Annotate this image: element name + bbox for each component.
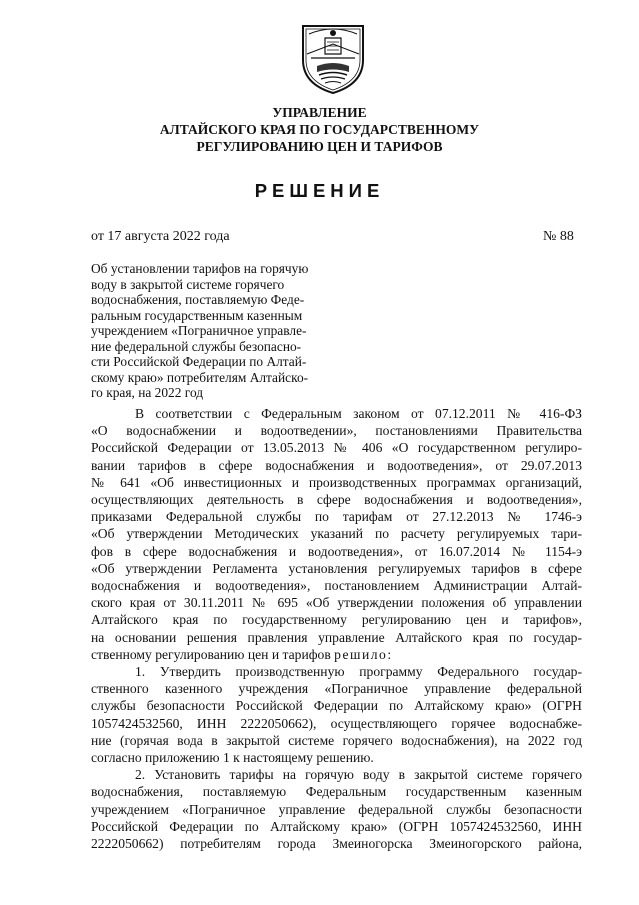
body-line: на основании решения правления управление Алтайского края по государ-	[91, 629, 582, 645]
subject-line: ние федеральной службы безопасно-	[91, 338, 302, 354]
subject-line: ральным государственным казенным	[91, 307, 303, 323]
body-line: 1. Утвердить производственную программу Федерального государ-	[135, 664, 582, 680]
agency-name	[0, 104, 639, 155]
body-line: № 641 «Об инвестиционных и производственных программах организаций,	[91, 474, 582, 490]
body-line-text: ственному регулированию цен и тарифов	[91, 646, 331, 662]
body-line: учреждением «Пограничное управление федеральной службы безопасности	[91, 801, 582, 817]
subject-line: водоснабжения, поставляемую Феде-	[91, 292, 305, 307]
document-date: от 17 августа 2022 года	[91, 229, 230, 244]
subject-block	[91, 261, 356, 401]
body-line: Алтайского края по государственному регулированию цен и тарифов»,	[91, 612, 582, 628]
body-line: «Об утверждении Методических указаний по расчету регулируемых тари-	[91, 526, 582, 542]
body-line: 2. Установить тарифы на горячую воду в закрытой системе горячего	[135, 767, 582, 783]
subject-line: сти Российской Федерации по Алтай-	[91, 354, 307, 369]
body-line: осуществляющих деятельность в сфере водоснабжения и водоотведения»,	[91, 492, 582, 508]
document-title: РЕШЕНИЕ	[254, 180, 385, 201]
body-line: В соответствии с Федеральным законом от 07.12.2011 № 416-ФЗ	[135, 406, 582, 421]
body-line: приказами Федеральной службы по тарифам от 27.12.2013 № 1746-э	[91, 509, 582, 525]
decided-word: решило:	[334, 646, 393, 662]
agency-line: АЛТАЙСКОГО КРАЯ ПО ГОСУДАРСТВЕННОМУ	[159, 122, 480, 137]
coat-of-arms-icon	[297, 20, 369, 96]
body-line: 1057424532560, ИНН 2222050662), осуществляющего горячее водоснабже-	[91, 715, 582, 731]
body-line: службы безопасности Российской Федерации по Алтайскому краю» (ОГРН	[91, 698, 582, 714]
body-line: фов в сфере водоснабжения и водоотведения», от 16.07.2014 № 1154-э	[91, 543, 582, 559]
subject-line: учреждением «Пограничное управле-	[91, 323, 307, 338]
body-line	[91, 646, 582, 663]
agency-line: РЕГУЛИРОВАНИЮ ЦЕН И ТАРИФОВ	[196, 139, 443, 154]
body-line: Российской Федерации от 13.05.2013 № 406 «О государственном регулиро-	[91, 440, 582, 456]
body-line: Российской Федерации по Алтайскому краю» (ОГРН 1057424532560, ИНН	[91, 818, 582, 834]
body-line: ние (горячая вода в закрытой системе горячего водоснабжения), на 2022 год	[91, 732, 582, 748]
body-line: водоснабжения, поставляемую Федеральным государственным казенным	[91, 784, 582, 800]
subject-line: Об установлении тарифов на горячую	[91, 261, 309, 276]
body-line: «О водоснабжении и водоотведении», постановлениями Правительства	[91, 423, 582, 439]
body-line: водоснабжения и водоотведения», постановлением Администрации Алтай-	[91, 578, 582, 594]
subject-line: воду в закрытой системе горячего	[91, 276, 285, 292]
body-line: согласно приложению 1 к настоящему решению.	[91, 750, 374, 766]
body-line: 2222050662) потребителям города Змеиногорска Змеиногорского района,	[91, 836, 582, 852]
subject-line: скому краю» потребителям Алтайско-	[91, 369, 309, 385]
body-line: ского края от 30.11.2011 № 695 «Об утверждении положения об управлении	[91, 595, 582, 611]
body-line: вании тарифов в сфере водоснабжения и водоотведения», от 29.07.2013	[91, 457, 582, 473]
agency-line: УПРАВЛЕНИЕ	[272, 105, 367, 120]
document-number: № 88	[543, 229, 574, 244]
body-line: ственного казенного учреждения «Пограничное управление федеральной	[91, 681, 582, 697]
document-body	[91, 405, 582, 852]
subject-line: го края, на 2022 год	[91, 385, 204, 400]
body-line: «Об утверждении Регламента установления регулируемых тарифов в сфере	[91, 560, 582, 576]
